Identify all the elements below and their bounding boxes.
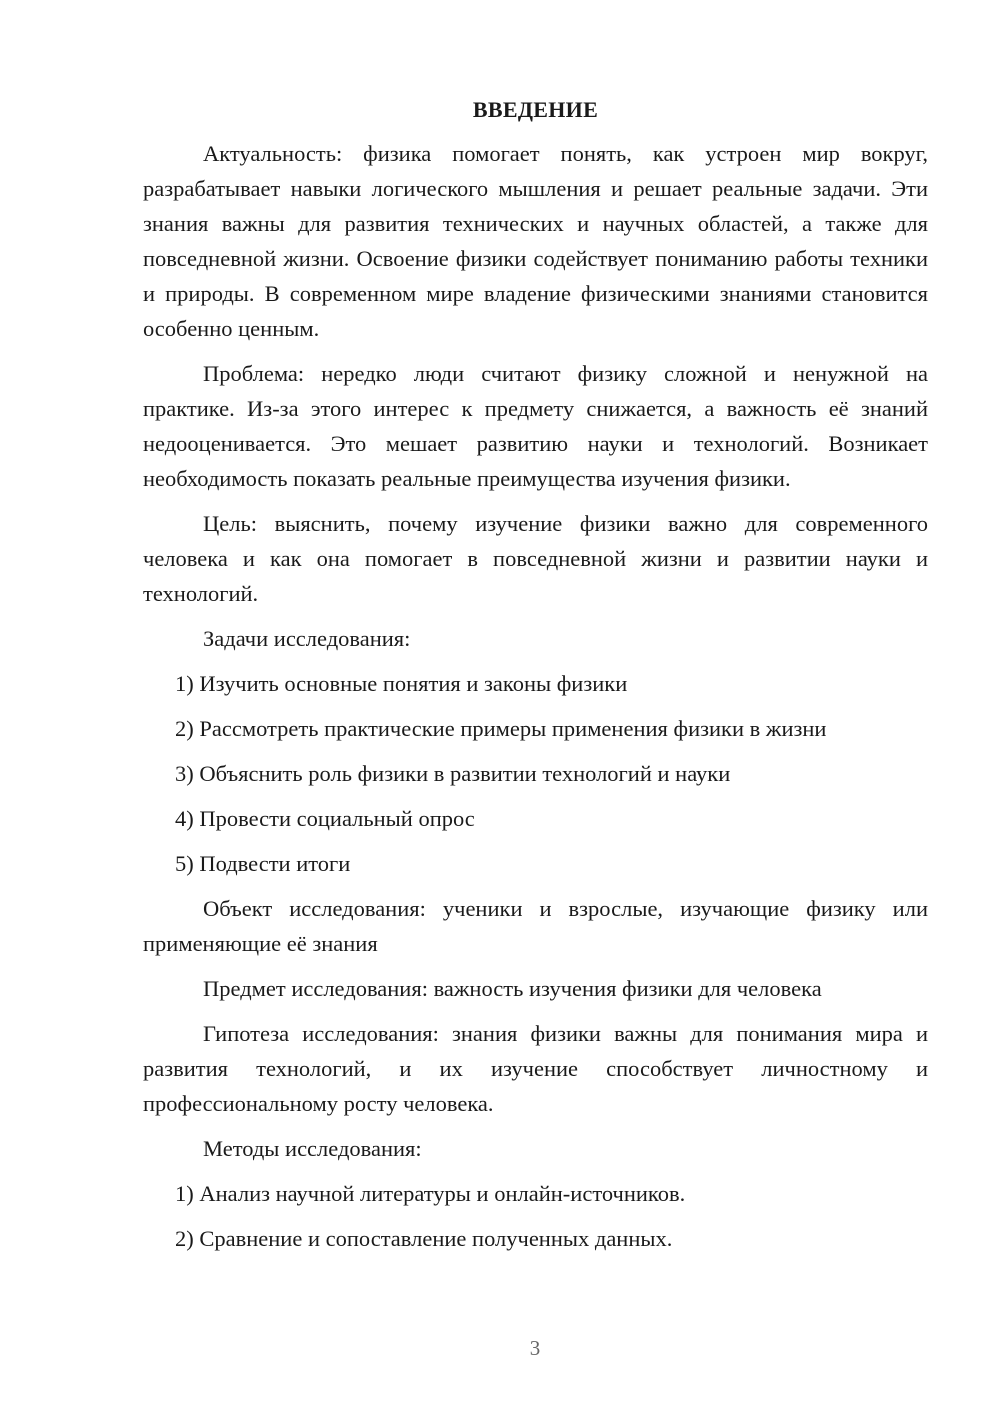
task-item: 1) Изучить основные понятия и законы физики [175, 671, 628, 696]
goal-paragraph: Цель: выяснить, почему изучение физики важно для современного человека и как она помогает в повседневной жизни и развитии науки и технологий. [143, 511, 928, 606]
method-item: 1) Анализ научной литературы и онлайн-источников. [175, 1181, 686, 1206]
page-title: ВВЕДЕНИЕ [472, 97, 599, 122]
relevance-paragraph: Актуальность: физика помогает понять, как устроен мир вокруг, разрабатывает навыки логического мышления и решает реальные задачи. Эти знания важны для развития технических и научных областей, а также для повседневной жизни. Освоение физики содействует пониманию работы техники и природы. В современном мире владение физическими знаниями становится особенно ценным. [143, 141, 928, 341]
tasks-heading: Задачи исследования: [203, 626, 411, 651]
methods-heading: Методы исследования: [203, 1136, 422, 1161]
methods-list [143, 1176, 928, 1256]
task-item: 2) Рассмотреть практические примеры применения физики в жизни [175, 716, 827, 741]
method-item: 2) Сравнение и сопоставление полученных данных. [175, 1226, 673, 1251]
object-paragraph: Объект исследования: ученики и взрослые, изучающие физику или применяющие её знания [143, 896, 928, 956]
problem-paragraph: Проблема: нередко люди считают физику сложной и ненужной на практике. Из-за этого интерес к предмету снижается, а важность её знаний недооценивается. Это мешает развитию науки и технологий. Возникает необходимость показать реальные преимущества изучения физики. [143, 361, 928, 491]
page-number: 3 [529, 1336, 541, 1360]
task-item: 3) Объяснить роль физики в развитии технологий и науки [175, 761, 731, 786]
hypothesis-paragraph: Гипотеза исследования: знания физики важны для понимания мира и развития технологий, и их изучение способствует личностному и профессиональному росту человека. [143, 1021, 928, 1116]
page-content [143, 96, 928, 1266]
task-item: 4) Провести социальный опрос [175, 806, 475, 831]
subject-paragraph: Предмет исследования: важность изучения физики для человека [203, 976, 822, 1001]
task-item: 5) Подвести итоги [175, 851, 351, 876]
tasks-list [143, 666, 928, 881]
